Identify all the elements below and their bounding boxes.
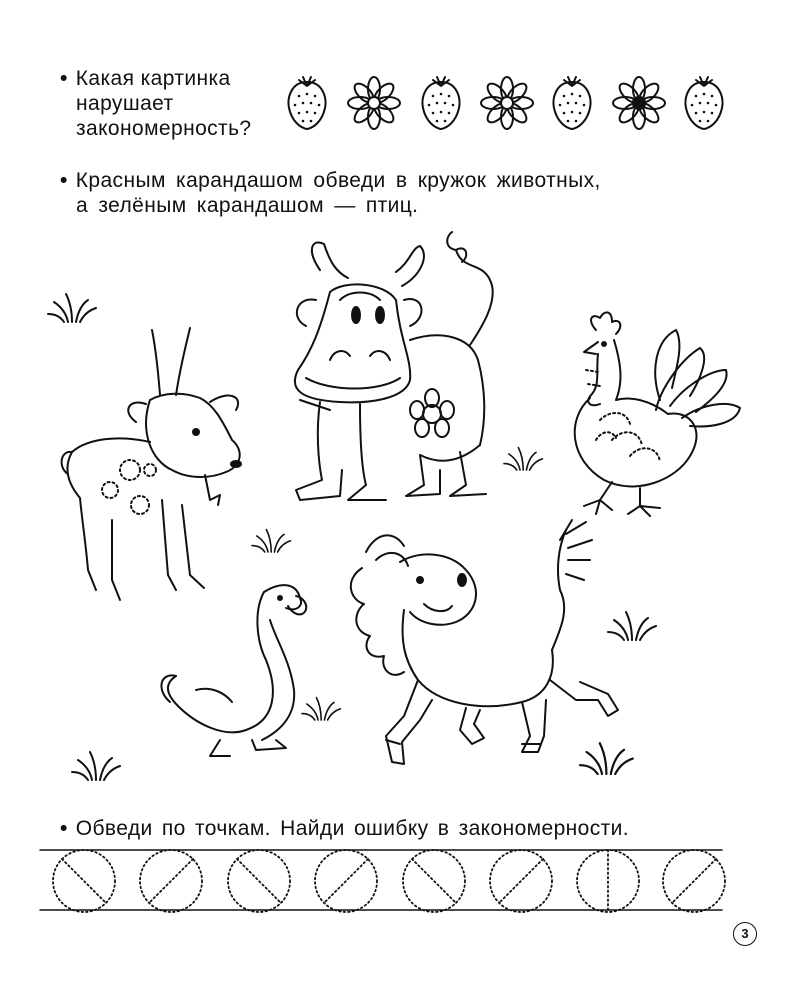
pattern-question-line1: Какая картинка [75, 67, 231, 90]
page-number: 3 [733, 922, 757, 946]
strawberry-icon[interactable] [423, 77, 460, 129]
flower-dark-center-icon[interactable] [613, 77, 665, 129]
flower-icon[interactable] [481, 77, 533, 129]
cow-drawing[interactable] [295, 232, 493, 500]
dotted-circle-6[interactable] [490, 850, 552, 912]
dotted-circle-2[interactable] [140, 850, 202, 912]
pattern-question-line2: нарушает [76, 92, 174, 115]
dotted-circle-1[interactable] [53, 850, 115, 912]
pattern-question-line3: закономерность? [76, 117, 252, 140]
dotted-circle-7[interactable] [577, 850, 639, 912]
dotted-circle-8[interactable] [663, 850, 725, 912]
circle-animals-line1: Красным карандашом обведи в кружок животных, [75, 169, 601, 192]
strawberry-icon[interactable] [289, 77, 326, 129]
trace-dots-text: Обведи по точкам. Найди ошибку в закономерности. [75, 817, 630, 840]
circle-animals-line2: а зелёным карандашом — птиц. [76, 194, 419, 217]
dotted-circle-3[interactable] [228, 850, 290, 912]
goat-drawing[interactable] [62, 328, 241, 600]
dotted-circle-4[interactable] [315, 850, 377, 912]
tracing-row [40, 850, 725, 912]
bullet: • [60, 67, 68, 90]
horse-drawing[interactable] [351, 520, 618, 764]
strawberry-icon[interactable] [554, 77, 591, 129]
strawberry-icon[interactable] [686, 77, 723, 129]
dotted-circle-5[interactable] [403, 850, 465, 912]
rooster-drawing[interactable] [575, 312, 740, 516]
grass-decorations [48, 294, 656, 780]
goose-drawing[interactable] [161, 585, 306, 756]
pattern-sequence [289, 77, 723, 129]
bullet: • [60, 817, 68, 840]
bullet: • [60, 169, 68, 192]
flower-icon[interactable] [348, 77, 400, 129]
